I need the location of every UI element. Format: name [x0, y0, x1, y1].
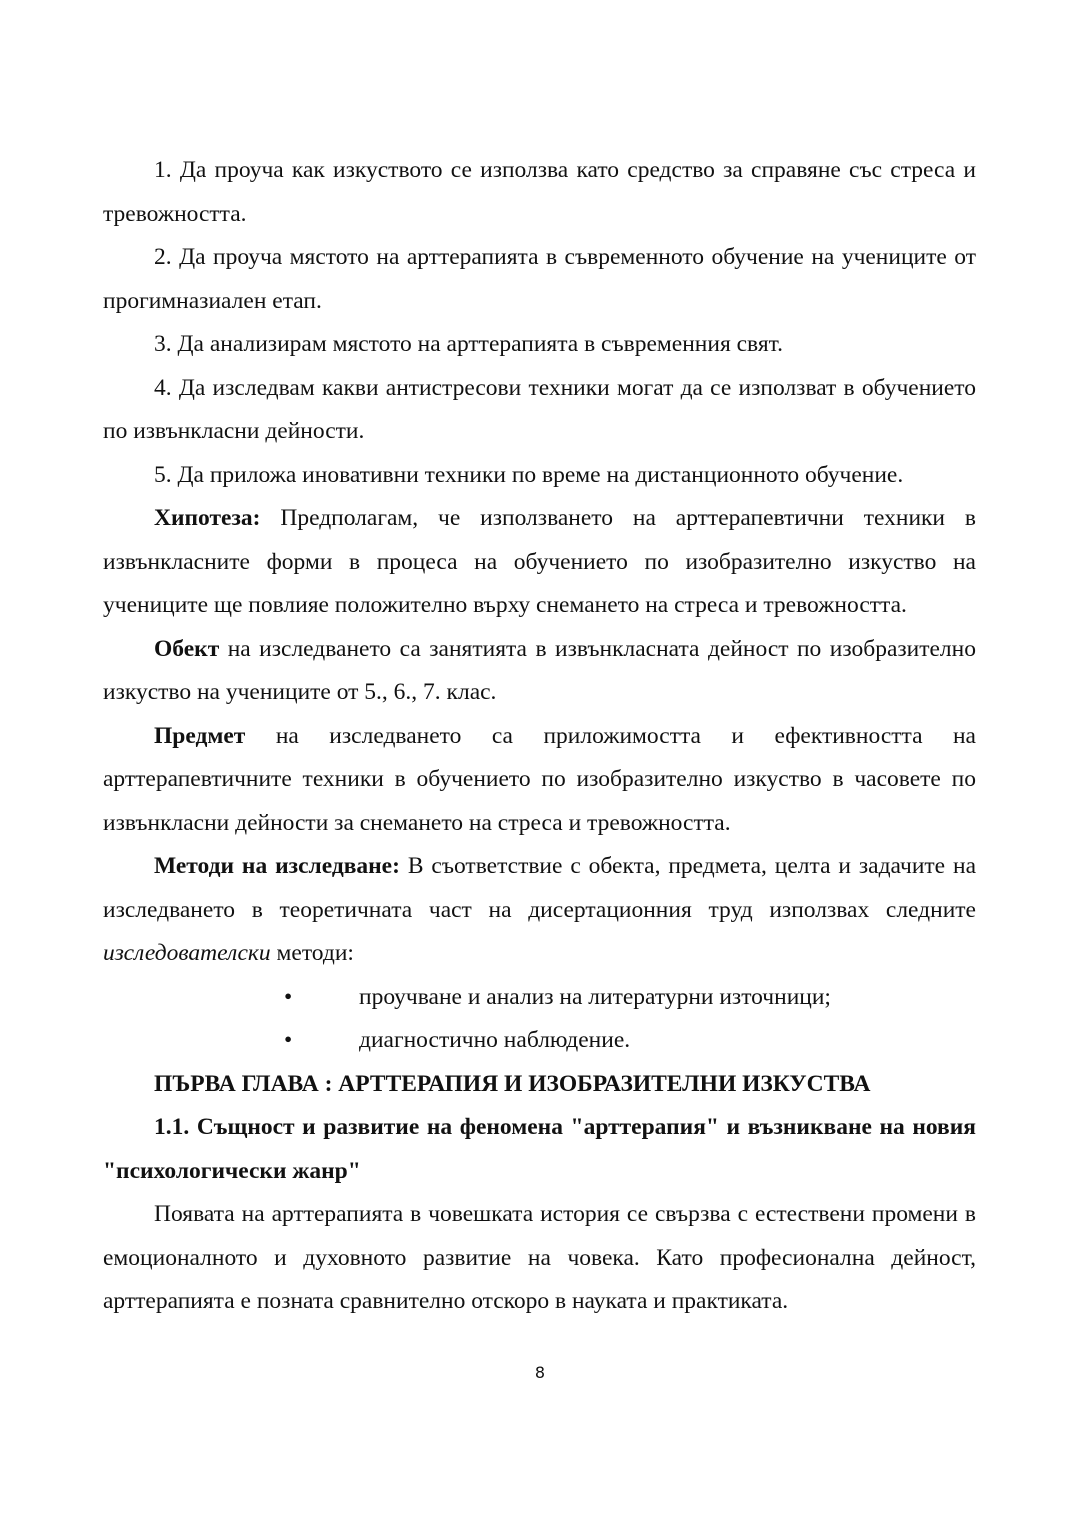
methods-italic-word: изследователски: [103, 940, 271, 966]
object-label: Обект: [154, 635, 220, 662]
objective-5: 5. Да приложа иновативни техники по време на дистанционното обучение.: [154, 461, 904, 488]
list-item: [103, 976, 976, 1020]
subject-paragraph: [103, 715, 976, 846]
subject-label: Предмет: [154, 722, 246, 749]
section-paragraph: Появата на арттерапията в човешката история се свързва с естествени промени в емоционалното и духовното развитие на човека. Като професионална дейност, арттерапията е позната сравнително отскоро в науката и практиката.: [103, 1201, 976, 1314]
list-item: [103, 1019, 976, 1063]
methods-paragraph: [103, 845, 976, 976]
hypothesis-paragraph: [103, 497, 976, 628]
object-text: на изследването са занятията в извънкласната дейност по изобразително изкуство на учениците от 5., 6., 7. клас.: [103, 635, 976, 705]
hypothesis-label: Хипотеза:: [154, 505, 261, 531]
bullet-text: проучване и анализ на литературни източници;: [359, 983, 831, 1010]
objective-4: 4. Да изследвам какви антистресови техники могат да се използват в обучението по извънкласни дейности.: [103, 374, 976, 444]
section-title: 1.1. Същност и развитие на феномена "арттерапия" и възникване на новия "психологически жанр": [103, 1114, 976, 1184]
objective-1: 1. Да проуча как изкуството се използва като средство за справяне със стреса и тревожността.: [103, 157, 976, 227]
bullet-text: диагностично наблюдение.: [359, 1027, 631, 1053]
methods-text-after: методи:: [270, 940, 354, 966]
bullet-icon: •: [284, 983, 293, 1010]
page-body: [103, 149, 976, 1324]
methods-bullet-list: [103, 976, 976, 1063]
bullet-icon: •: [284, 1027, 293, 1053]
objective-3: 3. Да анализирам мястото на арттерапията в съвременния свят.: [154, 331, 784, 357]
page-number: 8: [534, 1363, 546, 1382]
object-paragraph: [103, 628, 976, 715]
objective-2: 2. Да проуча мястото на арттерапията в съвременното обучение на учениците от прогимназиален етап.: [103, 244, 976, 314]
chapter-title: ПЪРВА ГЛАВА : АРТТЕРАПИЯ И ИЗОБРАЗИТЕЛНИ ИЗКУСТВА: [154, 1070, 871, 1097]
methods-label: Методи на изследване:: [154, 853, 400, 879]
subject-text: на изследването са приложимостта и ефективността на арттерапевтичните техники в обучението по изобразително изкуство в часовете по извънкласни дейности за снемането на стреса и тревожността.: [103, 722, 976, 836]
hypothesis-text: Предполагам, че използването на арттерапевтични техники в извънкласните форми в процеса на обучението по изобразително изкуство на учениците ще повлияе положително върху снемането на стреса и тревожността.: [103, 505, 976, 618]
methods-text-before: В съответствие с обекта, предмета, целта и задачите на изследването в теоретичната част на дисертационния труд използвах следните: [103, 853, 976, 923]
